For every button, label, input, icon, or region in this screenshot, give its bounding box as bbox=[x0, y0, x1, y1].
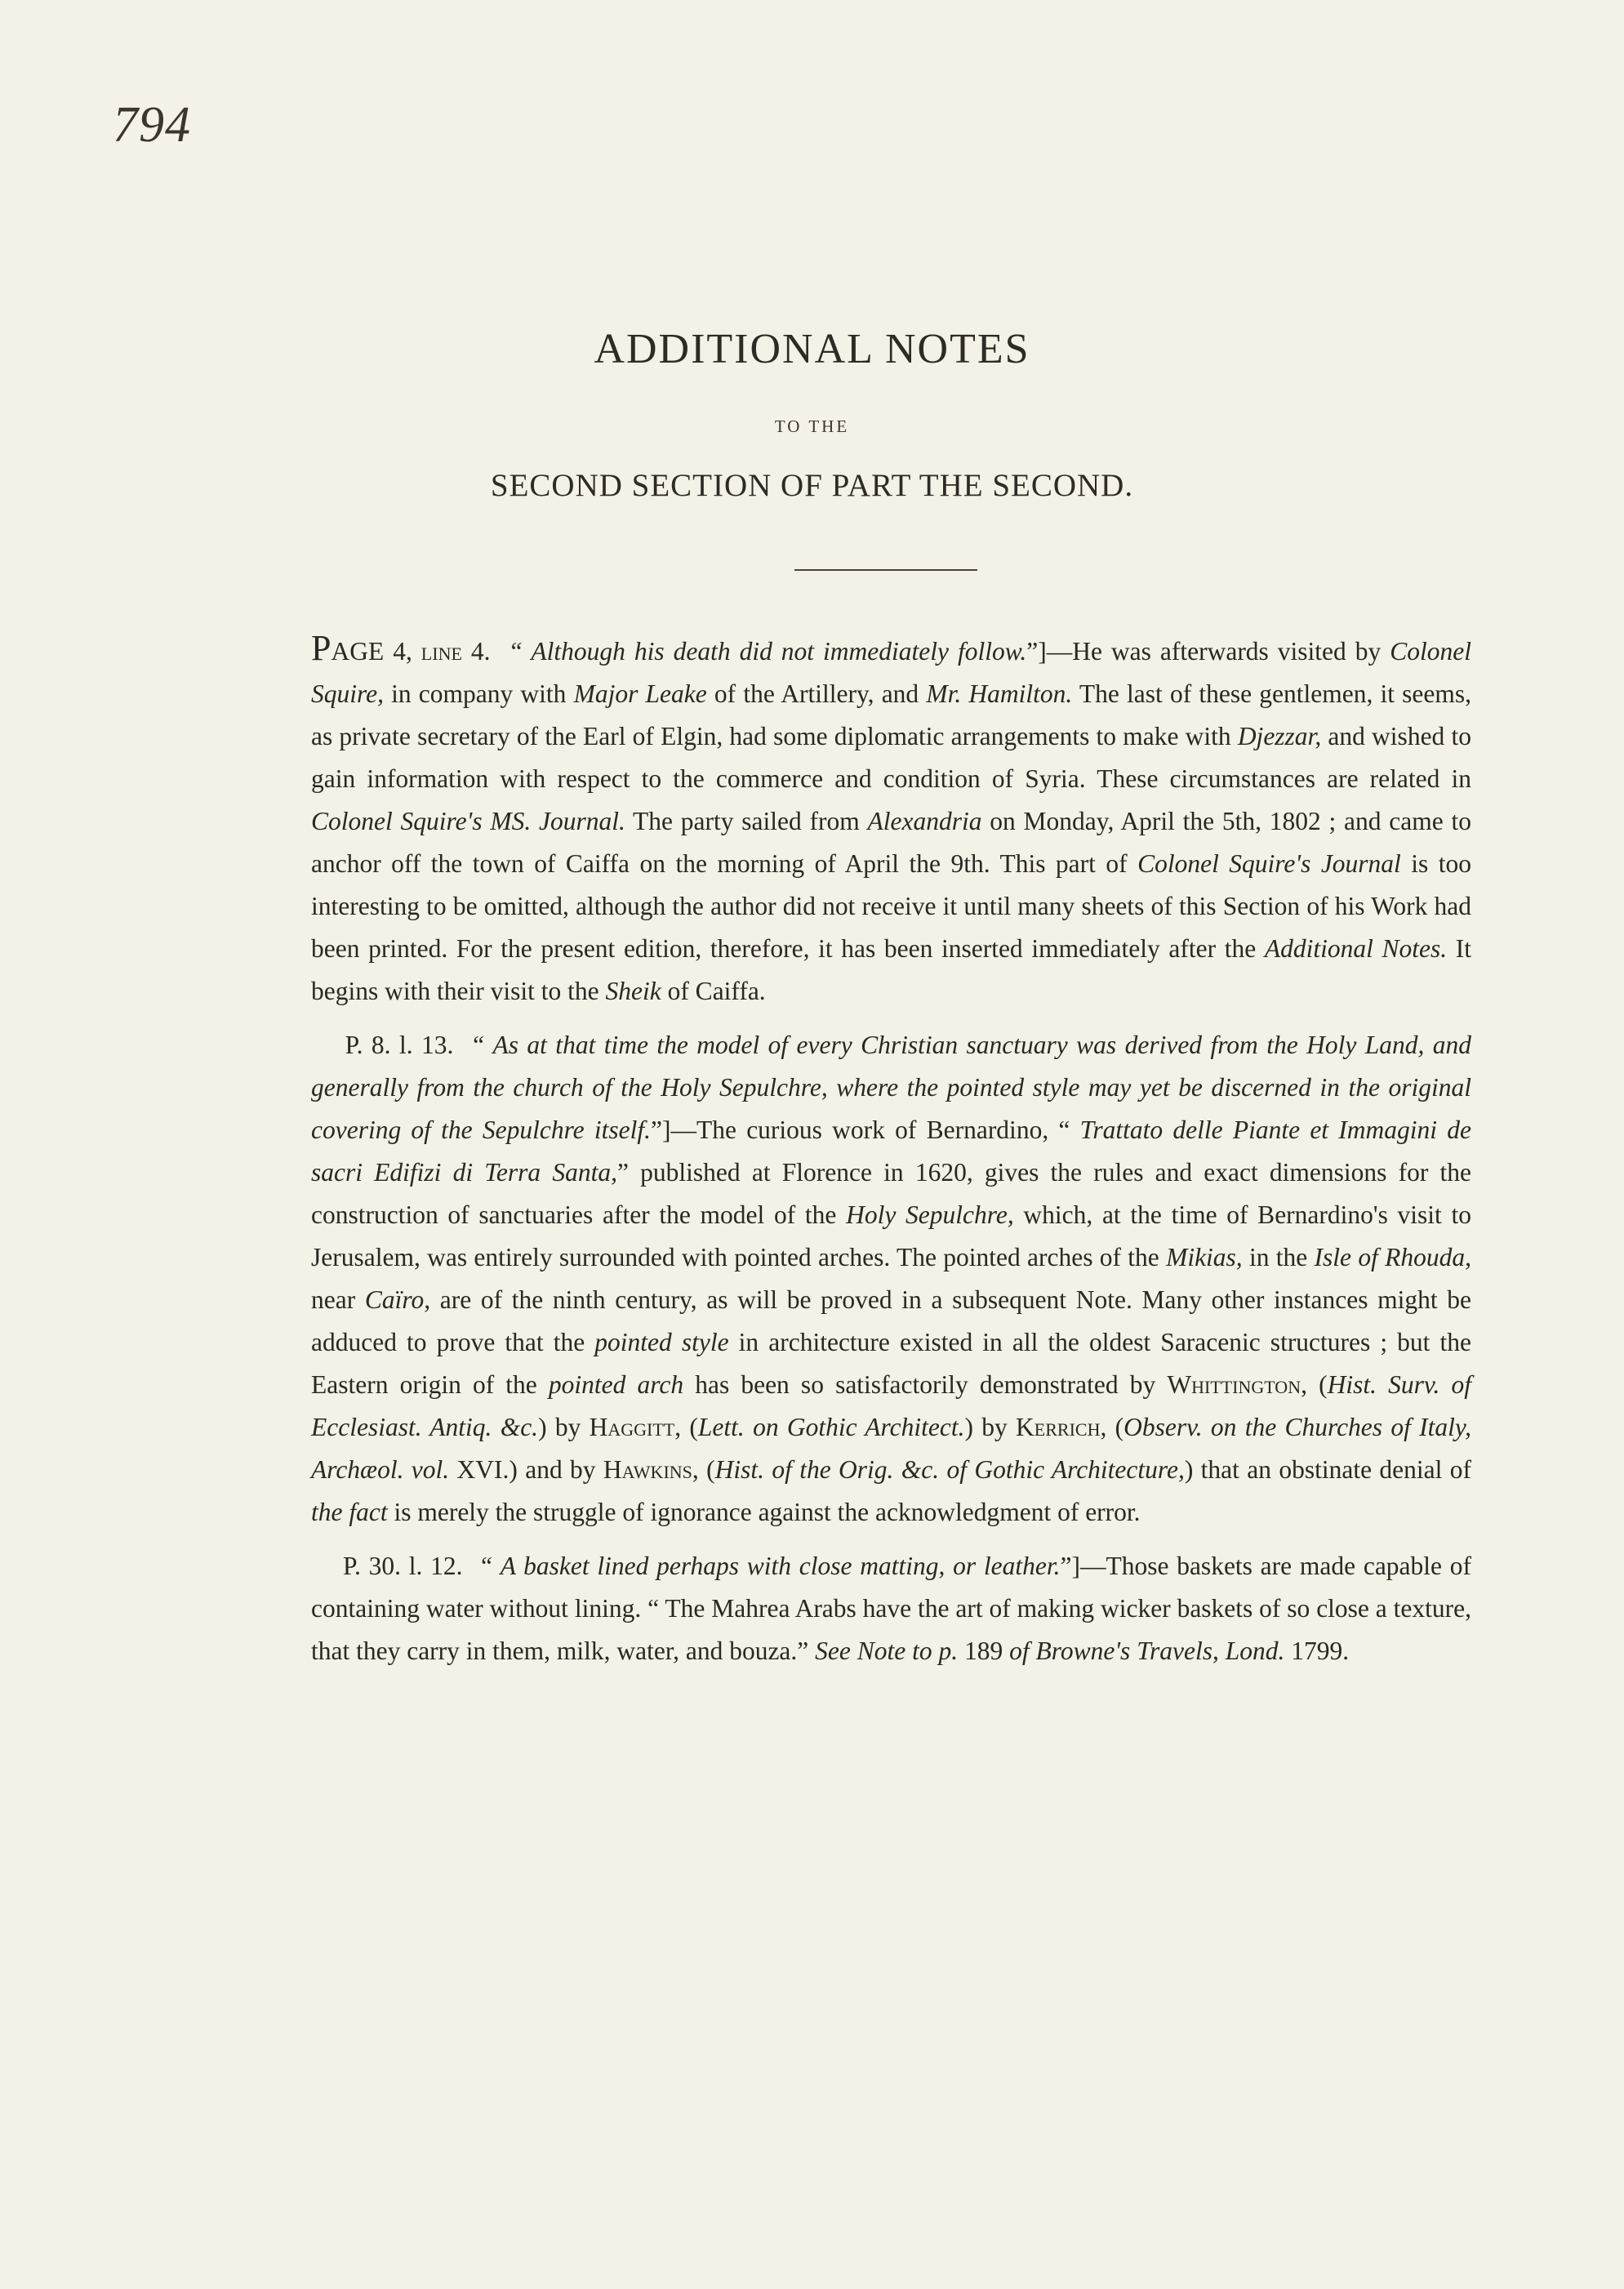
italic-run: Colonel Squire's MS. Journal. bbox=[311, 807, 625, 835]
note-quotation: “ Although his death did not immediately follow. bbox=[508, 637, 1027, 666]
note-commentary bbox=[311, 637, 1471, 1005]
italic-run: Observ. on the Churches of Italy, Archæol. vol. bbox=[311, 1413, 1471, 1484]
note-reference: P. 8. l. 13. bbox=[345, 1031, 454, 1059]
text-run: ) by bbox=[538, 1413, 590, 1441]
italic-run: See Note to p. bbox=[815, 1637, 959, 1665]
italic-run: Colonel Squire's Journal bbox=[1137, 849, 1401, 878]
italic-run: Hist. Surv. of Ecclesiast. Antiq. &c. bbox=[311, 1370, 1472, 1441]
italic-run: Mikias, bbox=[1166, 1243, 1243, 1271]
author-name: Hawkins, bbox=[603, 1455, 699, 1484]
note-commentary bbox=[311, 1116, 1471, 1526]
text-run: in architecture existed in all the oldest Saracenic structures ; but the Eastern origin of the bbox=[311, 1328, 1471, 1399]
italic-run: Hist. of the Orig. &c. of Gothic Architecture, bbox=[714, 1455, 1185, 1484]
text-run: ( bbox=[1306, 1370, 1328, 1399]
text-run: is too interesting to be omitted, although the author did not receive it until many sheets of this Section of his Work had been printed. For the present edition, therefore, it has been inserted immediately after the bbox=[311, 849, 1471, 963]
text-run: The last of these gentlemen, it seems, as private secretary of the Earl of Elgin, had some diplomatic arrangements to make with bbox=[311, 679, 1472, 750]
note-reference: AGE 4, line 4. bbox=[331, 637, 491, 666]
italic-run: Caïro, bbox=[364, 1285, 431, 1314]
italic-run: Colonel Squire, bbox=[311, 637, 1471, 708]
italic-run: Holy Sepulchre, bbox=[846, 1200, 1014, 1229]
text-run: ” published at Florence in 1620, gives the rules and exact dimensions for the construction of sanctuaries after the model of the bbox=[311, 1158, 1472, 1229]
italic-run: the fact bbox=[311, 1498, 388, 1526]
note-quotation: “ As at that time the model of every Christian sanctuary was derived from the Holy Land, and generally from the church of the Holy Sepulchre, where the pointed style may yet be discerned in the original covering of the Sepulchre itself. bbox=[311, 1031, 1472, 1144]
text-run: ”]—Those baskets are made capable of containing water without lining. “ The Mahrea Arabs have the art of making wicker baskets of so close a texture, that they carry in them, milk, water, and bouza.” bbox=[311, 1552, 1472, 1665]
text-run: ) that an obstinate denial of bbox=[1184, 1455, 1471, 1484]
text-run: ( bbox=[698, 1455, 715, 1484]
italic-run: Sheik bbox=[605, 977, 661, 1005]
text-run: has been so satisfactorily demonstrated by bbox=[683, 1370, 1168, 1399]
page-title: ADDITIONAL NOTES bbox=[594, 326, 1030, 372]
title-connector: TO THE bbox=[774, 416, 850, 436]
note-quotation: “ A basket lined perhaps with close matting, or leather. bbox=[478, 1552, 1061, 1580]
text-run: and wished to gain information with respect to the commerce and condition of Syria. These circumstances are related in bbox=[311, 722, 1471, 793]
italic-run: Mr. Hamilton. bbox=[926, 679, 1073, 708]
notes-body bbox=[311, 627, 1471, 1684]
text-run: in company with bbox=[383, 679, 574, 708]
note-page-8 bbox=[311, 1024, 1471, 1534]
author-name: Haggitt, bbox=[589, 1413, 682, 1441]
text-run: ( bbox=[681, 1413, 698, 1441]
note-page-30 bbox=[311, 1545, 1471, 1672]
italic-run: Djezzar, bbox=[1237, 722, 1322, 750]
italic-run: Lett. on Gothic Architect. bbox=[697, 1413, 965, 1441]
text-run: in the bbox=[1242, 1243, 1315, 1271]
italic-run: of Browne's Travels, Lond. bbox=[1009, 1637, 1285, 1665]
note-reference: P. 30. l. 12. bbox=[343, 1552, 463, 1580]
text-run: near bbox=[311, 1285, 365, 1314]
text-run: The party sailed from bbox=[625, 807, 868, 835]
text-run: ”]—The curious work of Bernardino, “ bbox=[651, 1116, 1080, 1144]
text-run: XVI.) and by bbox=[449, 1455, 603, 1484]
page-subtitle: SECOND SECTION OF PART THE SECOND. bbox=[490, 468, 1134, 503]
text-run: of the Artillery, and bbox=[706, 679, 927, 708]
text-run: ”]—He was afterwards visited by bbox=[1026, 637, 1390, 666]
title-rule bbox=[794, 569, 977, 571]
text-run: is merely the struggle of ignorance against the acknowledgment of error. bbox=[387, 1498, 1141, 1526]
text-run: which, at the time of Bernardino's visit to Jerusalem, was entirely surrounded with pointed arches. The pointed arches of the bbox=[311, 1200, 1471, 1271]
text-run: ) by bbox=[964, 1413, 1017, 1441]
drop-letter: P bbox=[311, 628, 331, 668]
text-run: 1799. bbox=[1284, 1637, 1350, 1665]
italic-run: Major Leake bbox=[573, 679, 707, 708]
italic-run: pointed arch bbox=[548, 1370, 684, 1399]
italic-run: pointed style bbox=[594, 1328, 729, 1356]
italic-run: Isle of Rhouda, bbox=[1314, 1243, 1471, 1271]
note-page-4 bbox=[311, 627, 1471, 1013]
page-number: 794 bbox=[113, 97, 191, 153]
text-run: on Monday, April the 5th, 1802 ; and came to anchor off the town of Caiffa on the morning of April the 9th. This part of bbox=[311, 807, 1471, 878]
text-run: are of the ninth century, as will be proved in a subsequent Note. Many other instances might be adduced to prove that the bbox=[311, 1285, 1472, 1356]
text-run: It begins with their visit to the bbox=[311, 934, 1472, 1005]
author-name: Whittington, bbox=[1167, 1370, 1307, 1399]
italic-run: Alexandria bbox=[867, 807, 982, 835]
text-run: 189 bbox=[958, 1637, 1010, 1665]
italic-run: Trattato delle Piante et Immagini de sacri Edifizi di Terra Santa, bbox=[311, 1116, 1471, 1187]
text-run: ( bbox=[1106, 1413, 1124, 1441]
italic-run: Additional Notes. bbox=[1264, 934, 1448, 963]
text-run: of Caiffa. bbox=[661, 977, 766, 1005]
author-name: Kerrich, bbox=[1016, 1413, 1107, 1441]
